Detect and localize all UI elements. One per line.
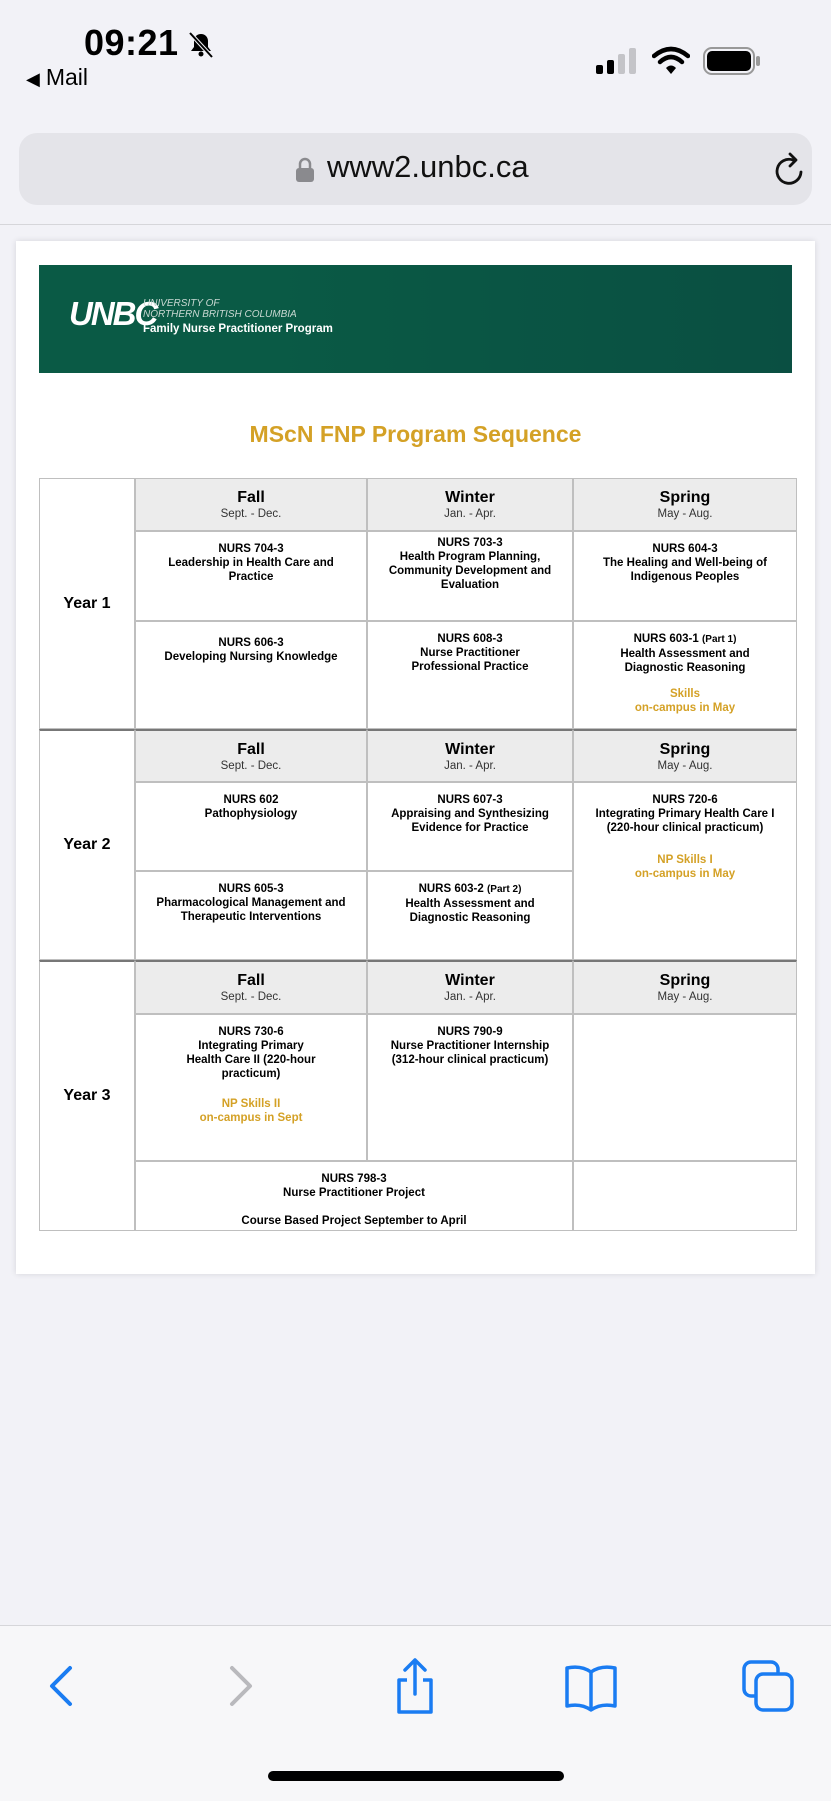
term-name: Fall — [237, 972, 265, 989]
term-name: Fall — [237, 489, 265, 506]
term-name: Spring — [659, 741, 711, 758]
back-to-mail-link[interactable] — [26, 64, 88, 91]
course-title: Nurse Practitioner Professional Practice — [411, 647, 529, 673]
term-dates: Sept. - Dec. — [220, 760, 282, 772]
course-code: NURS 798-3 — [321, 1173, 387, 1185]
course-title: Integrating Primary Health Care I (220-hour clinical practicum) — [595, 808, 775, 834]
course-cell — [573, 621, 797, 729]
course-title: The Healing and Well-being of Indigenous Peoples — [603, 557, 767, 583]
university-line2: NORTHERN BRITISH COLUMBIA — [143, 309, 297, 320]
course-cell — [367, 531, 573, 621]
course-title: Appraising and Synthesizing Evidence for Practice — [391, 808, 549, 834]
header-fall — [135, 729, 367, 782]
term-dates: Sept. - Dec. — [220, 508, 282, 520]
term-dates: Jan. - Apr. — [444, 508, 496, 520]
status-time: 09:21 — [84, 22, 179, 63]
term-dates: Jan. - Apr. — [444, 760, 496, 772]
course-title: Nurse Practitioner Internship (312-hour clinical practicum) — [390, 1040, 550, 1066]
term-dates: Sept. - Dec. — [220, 991, 282, 1003]
term-dates: May - Aug. — [657, 991, 713, 1003]
note-line1: NP Skills II — [221, 1098, 281, 1110]
course-cell — [135, 621, 367, 729]
unbc-logo: UNBC — [69, 295, 157, 332]
course-note — [574, 853, 796, 881]
back-to-mail-label: Mail — [45, 64, 89, 90]
course-cell — [135, 782, 367, 871]
course-note — [136, 1097, 366, 1125]
share-icon[interactable] — [385, 1656, 445, 1716]
course-code: NURS 730-6 — [218, 1026, 284, 1038]
status-bar — [0, 0, 831, 100]
course-title: Health Assessment and Diagnostic Reasoning — [620, 648, 750, 674]
note-line2: on-campus in Sept — [199, 1112, 303, 1124]
bell-muted-icon — [186, 30, 216, 60]
course-code: NURS 607-3 — [437, 794, 503, 806]
term-name: Spring — [659, 972, 711, 989]
page-title: MScN FNP Program Sequence — [249, 421, 582, 447]
home-indicator[interactable] — [268, 1771, 564, 1781]
course-code: NURS 720-6 — [652, 794, 718, 806]
divider — [0, 224, 831, 225]
url-text: www2.unbc.ca — [327, 149, 529, 184]
course-cell — [367, 782, 573, 871]
course-code: NURS 790-9 — [437, 1026, 503, 1038]
course-note: Course Based Project September to April — [241, 1215, 467, 1227]
empty-cell — [573, 1014, 797, 1161]
document-page — [16, 241, 815, 1274]
course-code: NURS 608-3 — [437, 633, 503, 645]
course-title: Leadership in Health Care and Practice — [168, 557, 334, 583]
header-fall — [135, 478, 367, 531]
course-cell — [135, 1161, 573, 1231]
university-name — [143, 298, 297, 320]
term-name: Spring — [659, 489, 711, 506]
course-code: NURS 605-3 — [218, 883, 284, 895]
bookmarks-icon[interactable] — [561, 1656, 621, 1716]
course-cell — [135, 531, 367, 621]
note-line2: on-campus in May — [634, 868, 736, 880]
back-icon[interactable] — [32, 1656, 92, 1716]
course-title: Integrating Primary Health Care II (220-hour practicum) — [186, 1040, 316, 1080]
course-title: Health Assessment and Diagnostic Reasoning — [405, 898, 535, 924]
battery-icon — [703, 47, 761, 75]
term-name: Winter — [445, 741, 495, 758]
lock-icon — [295, 157, 315, 183]
course-cell — [573, 531, 797, 621]
program-name: Family Nurse Practitioner Program — [143, 323, 333, 335]
year-2-label: Year 2 — [39, 729, 135, 960]
unbc-banner — [39, 265, 792, 373]
header-spring — [573, 729, 797, 782]
header-spring — [573, 478, 797, 531]
course-part: (Part 2) — [486, 884, 522, 895]
term-name: Winter — [445, 972, 495, 989]
tabs-icon[interactable] — [738, 1656, 798, 1716]
course-code: NURS 602 — [223, 794, 279, 806]
course-code: NURS 704-3 — [218, 543, 284, 555]
course-title: Nurse Practitioner Project — [283, 1187, 425, 1199]
term-name: Winter — [445, 489, 495, 506]
wifi-icon — [652, 46, 690, 76]
university-line1: UNIVERSITY OF — [143, 298, 220, 309]
course-code: NURS 703-3 — [437, 537, 503, 549]
safari-toolbar — [0, 1625, 831, 1801]
course-code: NURS 603-2 — [418, 883, 484, 895]
empty-cell — [573, 1161, 797, 1231]
course-title: Developing Nursing Knowledge — [164, 651, 338, 663]
course-cell — [367, 621, 573, 729]
note-line2: on-campus in May — [634, 702, 736, 714]
header-winter — [367, 478, 573, 531]
course-part: (Part 1) — [701, 634, 737, 645]
header-spring — [573, 960, 797, 1014]
cellular-signal-icon — [596, 48, 640, 76]
term-dates: May - Aug. — [657, 508, 713, 520]
note-line1: Skills — [669, 688, 701, 700]
course-title: Pathophysiology — [204, 808, 298, 820]
course-code: NURS 606-3 — [218, 637, 284, 649]
back-triangle-icon: ◀ — [26, 69, 40, 89]
course-cell — [573, 782, 797, 960]
course-cell — [367, 1014, 573, 1161]
term-name: Fall — [237, 741, 265, 758]
course-cell — [135, 1014, 367, 1161]
header-winter — [367, 960, 573, 1014]
term-dates: May - Aug. — [657, 760, 713, 772]
course-code: NURS 604-3 — [652, 543, 718, 555]
forward-icon[interactable] — [210, 1656, 270, 1716]
course-cell — [135, 871, 367, 960]
term-dates: Jan. - Apr. — [444, 991, 496, 1003]
reload-icon[interactable] — [771, 150, 809, 190]
address-bar[interactable] — [19, 133, 812, 205]
year-3-label: Year 3 — [39, 960, 135, 1231]
header-winter — [367, 729, 573, 782]
header-fall — [135, 960, 367, 1014]
course-title: Pharmacological Management and Therapeutic Interventions — [156, 897, 346, 923]
course-note — [574, 687, 796, 715]
course-code: NURS 603-1 — [633, 633, 699, 645]
course-cell — [367, 871, 573, 960]
note-line1: NP Skills I — [657, 854, 713, 866]
course-title: Health Program Planning, Community Development and Evaluation — [388, 551, 552, 591]
year-1-label: Year 1 — [39, 478, 135, 729]
